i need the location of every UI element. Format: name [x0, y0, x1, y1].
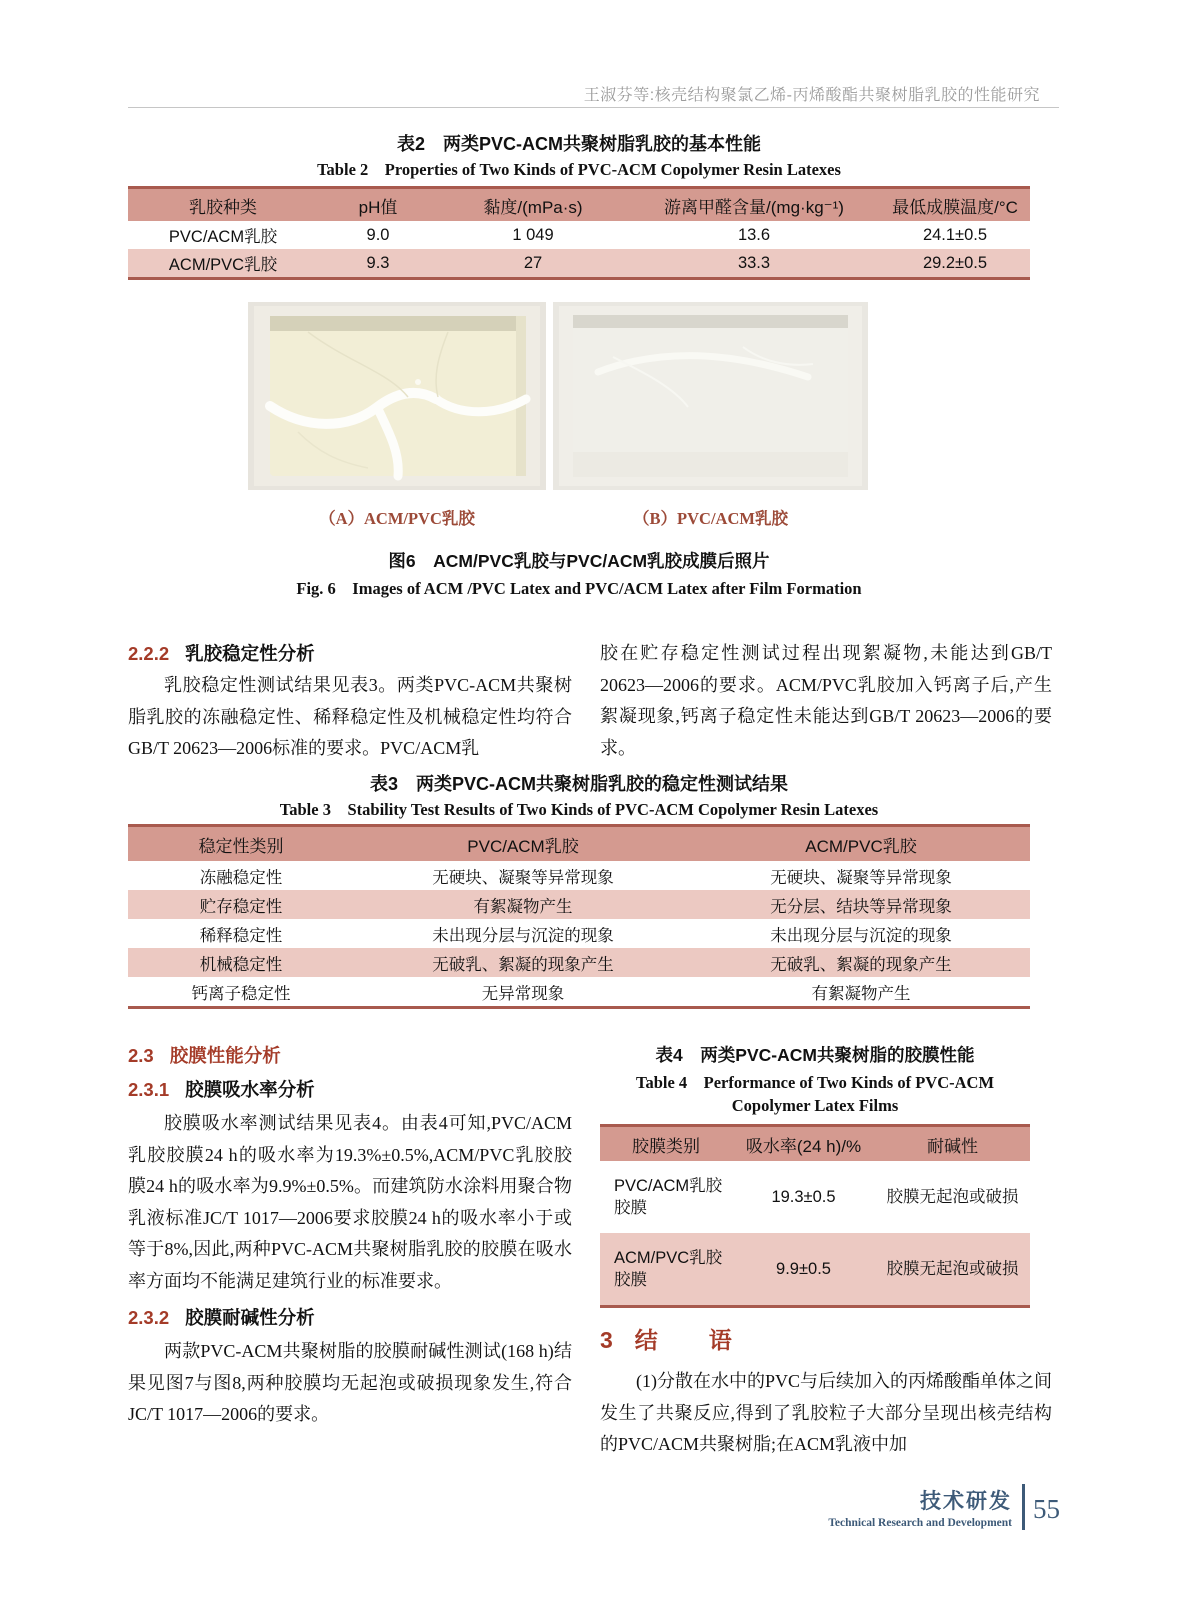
table2-cell: 24.1±0.5 [922, 225, 988, 244]
table3-cell: 未出现分层与沉淀的现象 [770, 926, 952, 945]
table4 [600, 1124, 1030, 1308]
table2-cell: 29.2±0.5 [880, 249, 1030, 279]
table2-header: pH值 [318, 188, 438, 222]
table2-cell: 1 049 [512, 225, 554, 244]
table4-header-row [600, 1126, 1030, 1162]
figure6-caption-b: （B）PVC/ACM乳胶 [633, 509, 788, 528]
table2-cell: ACM/PVC乳胶 [128, 249, 318, 279]
film-photo-a-image [248, 302, 546, 490]
table4-header: 胶膜类别 [600, 1126, 732, 1162]
table3-cell: 冻融稳定性 [199, 868, 283, 887]
table3-cell: 有絮凝物产生 [354, 890, 692, 919]
table-row [128, 948, 1030, 977]
footer-label-zh: 技术研发 [920, 1490, 1012, 1513]
table2-header: 黏度/(mPa·s) [438, 188, 628, 222]
table4-cell: 9.9±0.5 [732, 1233, 875, 1307]
table3-cell: 无硬块、凝聚等异常现象 [432, 868, 614, 887]
section-number: 2.3.1 [128, 1079, 170, 1100]
table3-header: 稳定性类别 [128, 826, 354, 862]
table3-title-zh: 表3 两类PVC-ACM共聚树脂乳胶的稳定性测试结果 [369, 774, 788, 794]
table-row [600, 1161, 1030, 1233]
table4-title-en-line1: Table 4 Performance of Two Kinds of PVC-ACM [635, 1073, 995, 1092]
table2-header: 最低成膜温度/°C [880, 188, 1030, 222]
paragraph-231: 胶膜吸水率测试结果见表4。由表4可知,PVC/ACM乳胶胶膜24 h的吸水率为19.3%±0.5%,ACM/PVC乳胶胶膜24 h的吸水率为9.9%±0.5%。而建筑防水涂料用聚合物乳液标准JC/T 1017—2006要求胶膜24 h的吸水率小于或等于8%,因此,两种PVC-ACM共聚树脂乳胶的胶膜在吸水率方面均不能满足建筑行业的标准要求。 [128, 1113, 572, 1291]
table3-cell: 无硬块、凝聚等异常现象 [770, 868, 952, 887]
footer-label-en: Technical Research and Development [828, 1517, 1012, 1529]
figure6-caption-a: （A）ACM/PVC乳胶 [319, 509, 475, 528]
paragraph-222-right: 胶在贮存稳定性测试过程出现絮凝物,未能达到GB/T 20623—2006的要求。ACM/PVC乳胶加入钙离子后,产生絮凝现象,钙离子稳定性未能达到GB/T 20623—2006的要求。 [600, 643, 1052, 758]
header-rule [128, 107, 1059, 108]
figure6-title-zh: 图6 ACM/PVC乳胶与PVC/ACM乳胶成膜后照片 [388, 551, 770, 571]
footer-column-label [828, 1485, 1012, 1529]
section-number: 2.3.2 [128, 1307, 170, 1328]
section-title: 胶膜吸水率分析 [185, 1079, 315, 1100]
section-title: 乳胶稳定性分析 [185, 643, 315, 664]
table-row [128, 221, 1030, 249]
table4-title-en-line2: Copolymer Latex Films [731, 1096, 899, 1115]
table4-cell: 19.3±0.5 [771, 1187, 836, 1206]
table2-header: 游离甲醛含量/(mg·kg⁻¹) [628, 188, 880, 222]
table3 [128, 824, 1030, 1009]
table2-title-en: Table 2 Properties of Two Kinds of PVC-ACM Copolymer Resin Latexes [317, 160, 841, 179]
table2-cell: 9.3 [318, 249, 438, 279]
table-row [128, 249, 1030, 279]
table3-cell: 无异常现象 [481, 984, 565, 1003]
table3-cell: 钙离子稳定性 [191, 984, 291, 1003]
table-row [128, 861, 1030, 890]
table4-cell: PVC/ACM乳胶胶膜 [614, 1176, 723, 1217]
table2 [128, 186, 1030, 280]
table3-cell: 无破乳、絮凝的现象产生 [354, 948, 692, 977]
section-number: 2.2.2 [128, 643, 170, 664]
table3-header-row [128, 826, 1030, 862]
section-2-2-2-heading [128, 640, 315, 666]
table-row [128, 919, 1030, 948]
film-photo-b-image [553, 302, 868, 490]
section-3-heading [600, 1322, 746, 1355]
film-photo-pvc-acm [553, 302, 868, 490]
table4-cell: 胶膜无起泡或破损 [886, 1187, 1019, 1206]
section-number: 2.3 [128, 1045, 154, 1066]
film-photo-acm-pvc [248, 302, 546, 490]
table2-cell: PVC/ACM乳胶 [168, 228, 278, 246]
section-number: 3 [600, 1327, 613, 1353]
section-2-3-1-heading [128, 1076, 315, 1102]
table2-title-zh: 表2 两类PVC-ACM共聚树脂乳胶的基本性能 [396, 134, 761, 154]
table3-cell: 有絮凝物产生 [811, 984, 911, 1003]
page-footer [680, 1484, 1060, 1530]
footer-divider [1022, 1484, 1025, 1530]
table4-header: 吸水率(24 h)/% [732, 1126, 875, 1162]
figure6-title-en: Fig. 6 Images of ACM /PVC Latex and PVC/ACM Latex after Film Formation [296, 579, 862, 598]
table2-cell: 33.3 [628, 249, 880, 279]
table-row [128, 890, 1030, 919]
section-title: 结 语 [634, 1327, 746, 1353]
section-title: 胶膜耐碱性分析 [185, 1307, 315, 1328]
table3-cell: 无破乳、絮凝的现象产生 [692, 948, 1030, 977]
paragraph-3: (1)分散在水中的PVC与后续加入的丙烯酸酯单体之间发生了共聚反应,得到了乳胶粒子大部分呈现出核壳结构的PVC/ACM共聚树脂;在ACM乳液中加 [600, 1371, 1053, 1454]
table4-title-zh: 表4 两类PVC-ACM共聚树脂的胶膜性能 [655, 1045, 975, 1065]
table2-header: 乳胶种类 [128, 188, 318, 222]
paragraph-232: 两款PVC-ACM共聚树脂的胶膜耐碱性测试(168 h)结果见图7与图8,两种胶膜均无起泡或破损现象发生,符合JC/T 1017—2006的要求。 [128, 1341, 572, 1424]
table4-cell: 胶膜无起泡或破损 [875, 1233, 1030, 1307]
table3-header: ACM/PVC乳胶 [692, 826, 1030, 862]
table4-header: 耐碱性 [875, 1126, 1030, 1162]
table-row [128, 977, 1030, 1008]
table3-header: PVC/ACM乳胶 [354, 826, 692, 862]
table3-cell: 无分层、结块等异常现象 [692, 890, 1030, 919]
table3-title-en: Table 3 Stability Test Results of Two Kinds of PVC-ACM Copolymer Resin Latexes [279, 800, 879, 819]
page-number: 55 [1033, 1494, 1060, 1524]
table3-cell: 机械稳定性 [128, 948, 354, 977]
section-2-3-2-heading [128, 1304, 315, 1330]
table3-cell: 稀释稳定性 [199, 926, 283, 945]
section-title: 胶膜性能分析 [169, 1045, 281, 1066]
table3-cell: 未出现分层与沉淀的现象 [432, 926, 614, 945]
running-head: 王淑芬等:核壳结构聚氯乙烯-丙烯酸酯共聚树脂乳胶的性能研究 [583, 87, 1040, 104]
table2-header-row [128, 188, 1030, 222]
table4-cell: ACM/PVC乳胶胶膜 [600, 1233, 732, 1307]
table2-cell: 27 [438, 249, 628, 279]
section-2-3-heading [128, 1042, 281, 1068]
table-row [600, 1233, 1030, 1307]
table2-cell: 9.0 [366, 225, 390, 244]
table2-cell: 13.6 [737, 225, 771, 244]
paragraph-222-left: 乳胶稳定性测试结果见表3。两类PVC-ACM共聚树脂乳胶的冻融稳定性、稀释稳定性及机械稳定性均符合GB/T 20623—2006标准的要求。PVC/ACM乳 [128, 675, 572, 758]
table3-cell: 贮存稳定性 [128, 890, 354, 919]
